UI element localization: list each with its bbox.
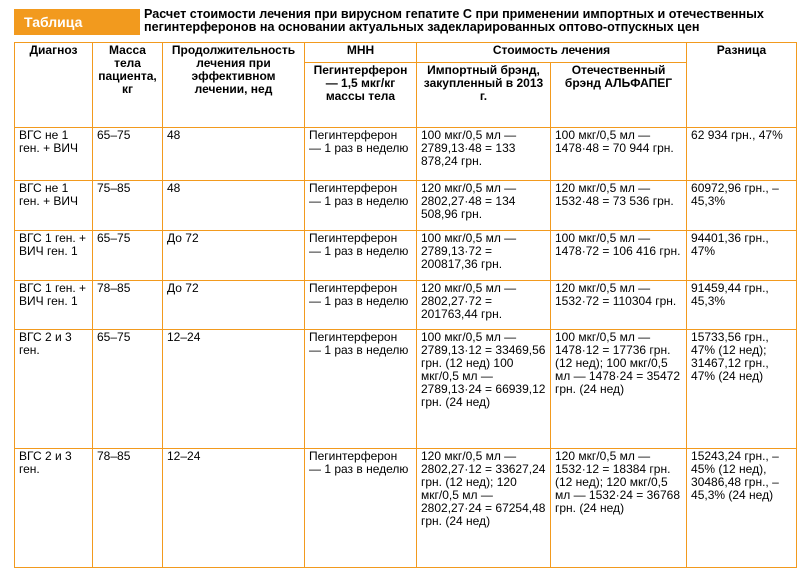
cell-duration: 12–24 <box>163 330 305 449</box>
cell-diagnosis: ВГС 1 ген. + ВИЧ ген. 1 <box>15 231 93 281</box>
table-row <box>15 330 797 449</box>
col-subheader-domestic: Отечественный брэнд АЛЬФАПЕГ <box>551 63 687 128</box>
col-header-cost: Стоимость лечения <box>417 43 687 63</box>
table-row <box>15 128 797 181</box>
col-subheader-inn: Пегинтерферон — 1,5 мкг/кг массы тела <box>305 63 417 128</box>
cell-duration: До 72 <box>163 231 305 281</box>
cell-inn: Пегинтерферон — 1 раз в неделю <box>305 181 417 231</box>
cell-weight: 78–85 <box>93 281 163 330</box>
cell-domestic: 120 мкг/0,5 мл — 1532·12 = 18384 грн. (12 нед); 120 мкг/0,5 мл — 1532·24 = 36768 грн. (24 нед) <box>551 449 687 568</box>
cell-domestic: 120 мкг/0,5 мл — 1532·72 = 110304 грн. <box>551 281 687 330</box>
cell-domestic: 120 мкг/0,5 мл — 1532·48 = 73 536 грн. <box>551 181 687 231</box>
cell-import: 100 мкг/0,5 мл — 2789,13·48 = 133 878,24 грн. <box>417 128 551 181</box>
cell-inn: Пегинтерферон — 1 раз в неделю <box>305 128 417 181</box>
cell-duration: 12–24 <box>163 449 305 568</box>
cell-diff: 94401,36 грн., 47% <box>687 231 797 281</box>
cost-table <box>14 42 797 568</box>
cell-diagnosis: ВГС 2 и 3 ген. <box>15 330 93 449</box>
cell-diagnosis: ВГС не 1 ген. + ВИЧ <box>15 128 93 181</box>
cell-domestic: 100 мкг/0,5 мл — 1478·12 = 17736 грн. (12 нед); 100 мкг/0,5 мл — 1478·24 = 35472 грн. (24 нед) <box>551 330 687 449</box>
cell-weight: 78–85 <box>93 449 163 568</box>
table-title: Расчет стоимости лечения при вирусном гепатите С при применении импортных и отечественных пегинтерферонов на основании актуальных задекларированных оптово-отпускных цен <box>144 7 764 34</box>
table-row <box>15 231 797 281</box>
cell-import: 120 мкг/0,5 мл — 2802,27·12 = 33627,24 грн. (12 нед); 120 мкг/0,5 мл — 2802,27·24 = 67254,48 грн. (24 нед) <box>417 449 551 568</box>
col-header-diagnosis: Диагноз <box>15 43 93 128</box>
cell-import: 100 мкг/0,5 мл — 2789,13·12 = 33469,56 грн. (12 нед) 100 мкг/0,5 мл — 2789,13·24 = 66939,12 грн. (24 нед) <box>417 330 551 449</box>
cell-duration: 48 <box>163 181 305 231</box>
col-header-weight: Масса тела пациента, кг <box>93 43 163 128</box>
cell-domestic: 100 мкг/0,5 мл — 1478·48 = 70 944 грн. <box>551 128 687 181</box>
cell-import: 120 мкг/0,5 мл — 2802,27·48 = 134 508,96 грн. <box>417 181 551 231</box>
cell-import: 100 мкг/0,5 мл — 2789,13·72 = 200817,36 грн. <box>417 231 551 281</box>
col-subheader-import: Импортный брэнд, закупленный в 2013 г. <box>417 63 551 128</box>
table-row <box>15 181 797 231</box>
cell-weight: 75–85 <box>93 181 163 231</box>
cell-inn: Пегинтерферон — 1 раз в неделю <box>305 449 417 568</box>
cell-weight: 65–75 <box>93 231 163 281</box>
cell-diff: 15733,56 грн., 47% (12 нед); 31467,12 грн., 47% (24 нед) <box>687 330 797 449</box>
col-header-inn: МНН <box>305 43 417 63</box>
cell-duration: До 72 <box>163 281 305 330</box>
table-row <box>15 281 797 330</box>
cell-weight: 65–75 <box>93 330 163 449</box>
cell-inn: Пегинтерферон — 1 раз в неделю <box>305 231 417 281</box>
cell-weight: 65–75 <box>93 128 163 181</box>
cell-import: 120 мкг/0,5 мл — 2802,27·72 = 201763,44 грн. <box>417 281 551 330</box>
cell-diff: 62 934 грн., 47% <box>687 128 797 181</box>
cell-diff: 60972,96 грн., – 45,3% <box>687 181 797 231</box>
cell-diff: 15243,24 грн., – 45% (12 нед), 30486,48 грн., – 45,3% (24 нед) <box>687 449 797 568</box>
table-row <box>15 449 797 568</box>
cell-duration: 48 <box>163 128 305 181</box>
cell-diagnosis: ВГС не 1 ген. + ВИЧ <box>15 181 93 231</box>
cell-inn: Пегинтерферон — 1 раз в неделю <box>305 330 417 449</box>
cell-diagnosis: ВГС 1 ген. + ВИЧ ген. 1 <box>15 281 93 330</box>
col-header-diff: Разница <box>687 43 797 128</box>
cell-domestic: 100 мкг/0,5 мл — 1478·72 = 106 416 грн. <box>551 231 687 281</box>
table-tag: Таблица <box>14 9 140 35</box>
table-header-block <box>0 0 800 42</box>
cell-diff: 91459,44 грн., 45,3% <box>687 281 797 330</box>
cell-inn: Пегинтерферон — 1 раз в неделю <box>305 281 417 330</box>
col-header-duration: Продолжительность лечения при эффективном лечении, нед <box>163 43 305 128</box>
cell-diagnosis: ВГС 2 и 3 ген. <box>15 449 93 568</box>
